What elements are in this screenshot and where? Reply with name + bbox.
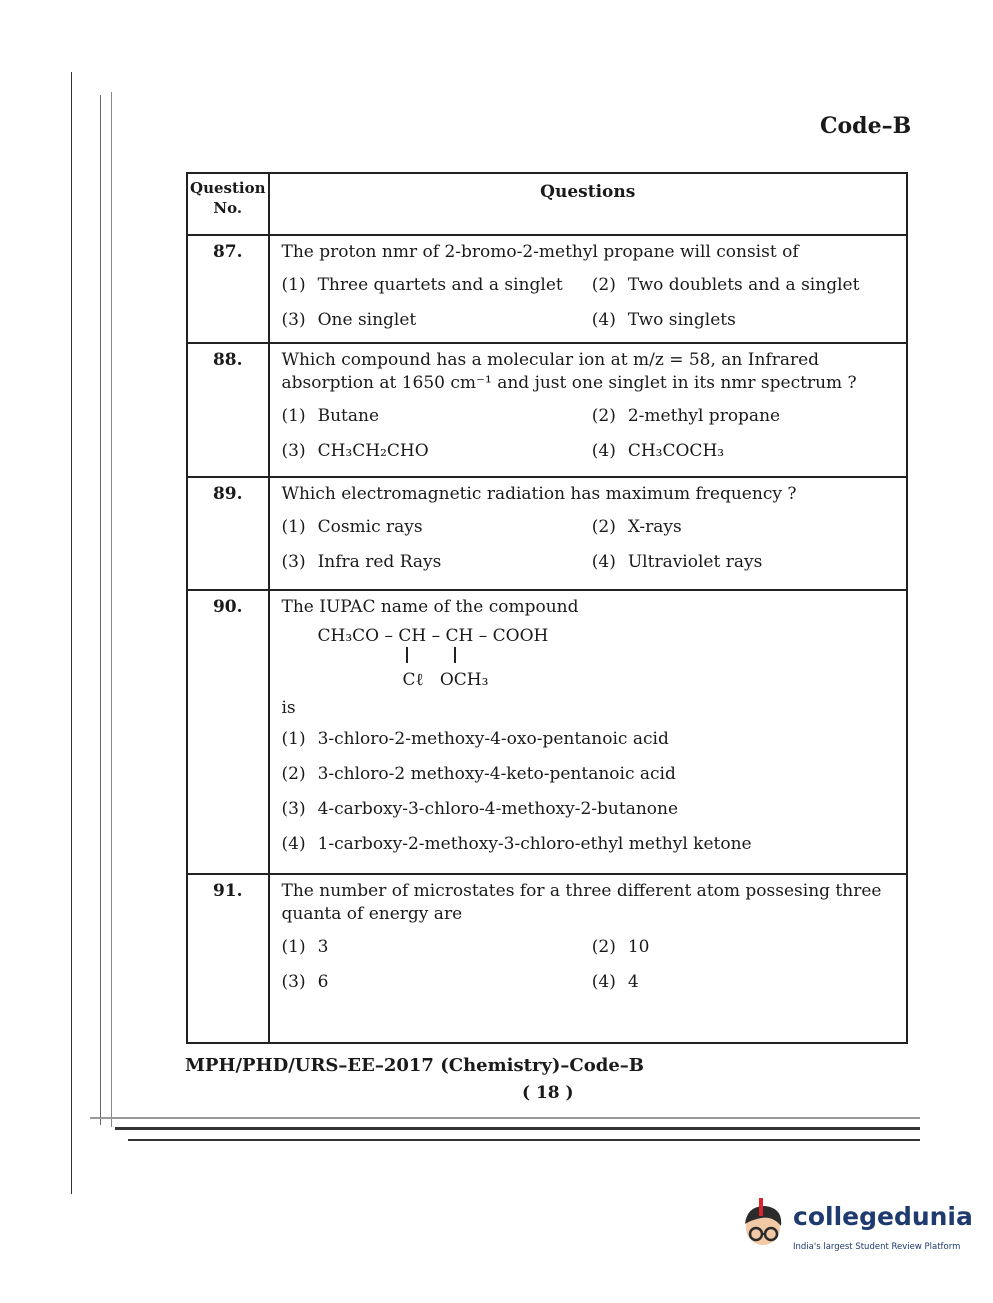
scan-bottom-line — [115, 1127, 920, 1130]
option-3: (3) One singlet — [281, 310, 417, 330]
question-body — [269, 235, 908, 343]
option-1: (1) 3 — [281, 937, 329, 957]
options — [282, 516, 903, 574]
brand-name: collegedunia — [793, 1202, 973, 1231]
question-number: 89. — [187, 477, 269, 590]
structure-main-chain: CH₃CO – CH – CH – COOH — [317, 626, 549, 646]
structure-substituents: Cℓ OCH₃ — [402, 670, 489, 690]
collegedunia-watermark — [737, 1198, 977, 1258]
option-4: (4) Ultraviolet rays — [591, 552, 763, 572]
bond-line — [454, 647, 456, 663]
question-text: The IUPAC name of the compound — [281, 597, 579, 617]
scan-bottom-line — [90, 1117, 920, 1119]
question-body — [269, 343, 908, 477]
question-row-91 — [187, 874, 907, 1043]
table-header-row — [187, 173, 907, 235]
page-number: ( 18 ) — [522, 1083, 574, 1103]
paper-code: Code–B — [820, 113, 912, 139]
option-4: (4) Two singlets — [591, 310, 736, 330]
structure-bonds — [406, 647, 903, 669]
question-body — [269, 477, 908, 590]
option-2: (2) 10 — [591, 937, 650, 957]
option-2: (2) Two doublets and a singlet — [591, 275, 860, 295]
question-number: 90. — [187, 590, 269, 874]
question-tail: is — [281, 698, 296, 718]
option-2: (2) 3-chloro-2 methoxy-4-keto-pentanoic acid — [281, 764, 676, 784]
option-3: (3) 6 — [281, 972, 329, 992]
option-3: (3) 4-carboxy-3-chloro-4-methoxy-2-butanone — [281, 799, 679, 819]
options — [282, 728, 903, 856]
option-1: (1) Cosmic rays — [281, 517, 423, 537]
options — [282, 936, 903, 994]
option-1: (1) Three quartets and a singlet — [281, 275, 563, 295]
question-number: 88. — [187, 343, 269, 477]
chemical-structure — [318, 625, 903, 691]
options — [282, 274, 903, 332]
options — [282, 405, 903, 463]
questions-header: Questions — [269, 173, 908, 235]
option-3: (3) Infra red Rays — [281, 552, 442, 572]
option-1: (1) Butane — [281, 406, 380, 426]
question-number: 91. — [187, 874, 269, 1043]
question-text: The proton nmr of 2-bromo-2-methyl propane will consist of — [281, 242, 799, 262]
option-1: (1) 3-chloro-2-methoxy-4-oxo-pentanoic acid — [281, 729, 669, 749]
question-text: Which electromagnetic radiation has maximum frequency ? — [281, 484, 797, 504]
questions-table — [186, 172, 908, 1044]
option-2: (2) 2-methyl propane — [591, 406, 781, 426]
option-4: (4) 4 — [591, 972, 639, 992]
option-4: (4) CH₃COCH₃ — [591, 441, 725, 461]
mascot-icon — [737, 1198, 791, 1258]
question-text: Which compound has a molecular ion at m/z = 58, an Infrared absorption at 1650 cm⁻¹ and just one singlet in its nmr spectrum ? — [281, 350, 857, 393]
question-number: 87. — [187, 235, 269, 343]
question-row-89 — [187, 477, 907, 590]
option-3: (3) CH₃CH₂CHO — [281, 441, 429, 461]
exam-footer: MPH/PHD/URS–EE–2017 (Chemistry)–Code–B — [185, 1055, 644, 1076]
scan-margin-line — [100, 95, 101, 1125]
question-text: The number of microstates for a three different atom possesing three quanta of energy are — [281, 881, 882, 924]
question-row-87 — [187, 235, 907, 343]
option-2: (2) X-rays — [591, 517, 682, 537]
question-row-88 — [187, 343, 907, 477]
question-no-header: Question No. — [187, 173, 269, 235]
question-row-90 — [187, 590, 907, 874]
scan-margin-line — [111, 92, 112, 1127]
scan-bottom-line — [128, 1139, 920, 1141]
question-body — [269, 874, 908, 1043]
scan-margin-line — [71, 72, 72, 1194]
brand-tagline: India's largest Student Review Platform — [793, 1242, 961, 1252]
option-4: (4) 1-carboxy-2-methoxy-3-chloro-ethyl methyl ketone — [281, 834, 752, 854]
question-body — [269, 590, 908, 874]
bond-line — [406, 647, 408, 663]
